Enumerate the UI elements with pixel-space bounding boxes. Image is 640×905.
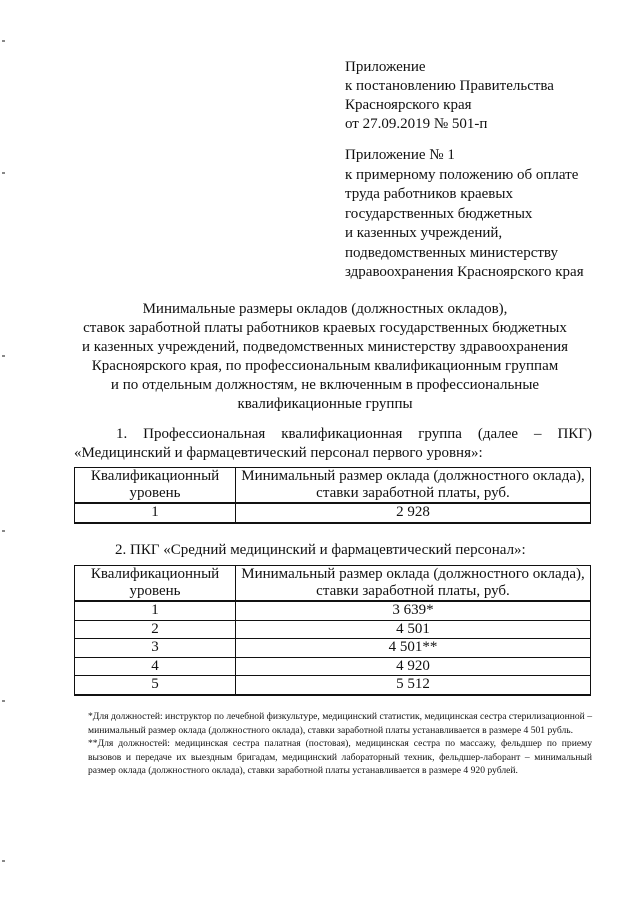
scan-mark (2, 172, 5, 174)
heading-word: (далее (477, 426, 519, 442)
cell-salary: 4 501 (236, 620, 591, 639)
header-cell-level (75, 566, 236, 602)
header-text: Квалификационный (90, 566, 220, 582)
document-title (60, 300, 590, 414)
footnote-1: *Для должностей: инструктор по лечебной физкультуре, медицинский статистик, медицинская сестра стерилизационной – минимальный размер оклада (должностного оклада), ставки заработной платы устанавливается в размере 4 501 рубль. (88, 711, 592, 736)
table-pkg-1 (74, 467, 591, 524)
cell-level: 2 (75, 620, 236, 639)
header-text: Минимальный размер оклада (должностного оклада), (241, 566, 585, 582)
section-1-heading (74, 425, 592, 463)
section-1-second-line: «Медицинский и фармацевтический персонал первого уровня»: (74, 445, 483, 461)
header-cell-salary (236, 566, 591, 602)
cell-level: 1 (75, 503, 236, 523)
cell-level: 5 (75, 676, 236, 695)
title-line: Красноярского края, по профессиональным квалификационным группам (91, 358, 559, 374)
appendix-line: Красноярского края (345, 97, 472, 113)
scan-mark (2, 860, 5, 862)
title-line: квалификационные группы (237, 396, 413, 412)
cell-salary: 4 501** (236, 639, 591, 658)
table-row (75, 620, 591, 639)
appendix-block (345, 58, 554, 134)
table-row (75, 676, 591, 695)
section-1-first-line (74, 425, 592, 444)
appendix-no1-line: труда работников краевых (345, 186, 513, 202)
cell-level: 3 (75, 639, 236, 658)
appendix-no1-line: государственных бюджетных (345, 205, 533, 222)
appendix-no1-line: к примерному положению об оплате (345, 166, 579, 183)
table-row (75, 657, 591, 676)
scan-mark (2, 700, 5, 702)
title-line: ставок заработной платы работников краевых государственных бюджетных (83, 320, 567, 336)
cell-level: 4 (75, 657, 236, 676)
title-line: и казенных учреждений, подведомственных министерству здравоохранения (82, 339, 568, 355)
footnote-2: **Для должностей: медицинская сестра палатная (постовая), медицинская сестра по массажу, фельдшер по приему вызовов и передаче их выездным бригадам, медицинский лабораторный техник, фельдшер-лаборант – минимальный размер оклада (должностного оклада), ставки заработной платы устанавливается в размере 4 920 рублей. (88, 738, 592, 777)
cell-level: 1 (75, 601, 236, 620)
table-header-row (75, 566, 591, 602)
scan-mark (2, 355, 5, 357)
title-line: и по отдельным должностям, не включенным в профессиональные (110, 377, 540, 393)
heading-word: квалификационная (281, 426, 403, 442)
table-pkg-2 (74, 565, 591, 696)
appendix-line: от 27.09.2019 № 501-п (345, 116, 488, 132)
header-text: ставки заработной платы, руб. (316, 485, 510, 501)
header-cell-level (75, 468, 236, 504)
scan-mark (2, 40, 5, 42)
heading-word: 1. (116, 426, 128, 442)
header-text: уровень (129, 485, 181, 501)
header-text: Минимальный размер оклада (должностного оклада), (241, 468, 585, 484)
appendix-no1-line: и казенных учреждений, (345, 225, 503, 241)
header-cell-salary (236, 468, 591, 504)
table-row (75, 503, 591, 523)
appendix-line: к постановлению Правительства (345, 78, 554, 94)
footnotes (74, 710, 592, 778)
cell-salary: 4 920 (236, 657, 591, 676)
heading-word: группа (418, 426, 462, 442)
table-header-row (75, 468, 591, 504)
heading-word: ПКГ) (557, 426, 592, 442)
appendix-no1-block (345, 146, 584, 283)
heading-word: – (534, 426, 542, 442)
appendix-no1-line: Приложение № 1 (345, 147, 455, 163)
appendix-line: Приложение (345, 59, 426, 75)
section-2-heading: 2. ПКГ «Средний медицинский и фармацевтический персонал»: (115, 542, 526, 558)
cell-salary: 2 928 (236, 503, 591, 523)
heading-word: Профессиональная (143, 426, 266, 442)
appendix-no1-line: подведомственных министерству (345, 244, 558, 261)
cell-salary: 5 512 (236, 676, 591, 695)
header-text: ставки заработной платы, руб. (316, 583, 510, 599)
table-row (75, 601, 591, 620)
cell-salary: 3 639* (236, 601, 591, 620)
appendix-no1-line: здравоохранения Красноярского края (345, 264, 584, 280)
title-line: Минимальные размеры окладов (должностных окладов), (142, 301, 508, 317)
table-row (75, 639, 591, 658)
scan-mark (2, 530, 5, 532)
header-text: Квалификационный (90, 468, 220, 484)
header-text: уровень (129, 583, 181, 599)
